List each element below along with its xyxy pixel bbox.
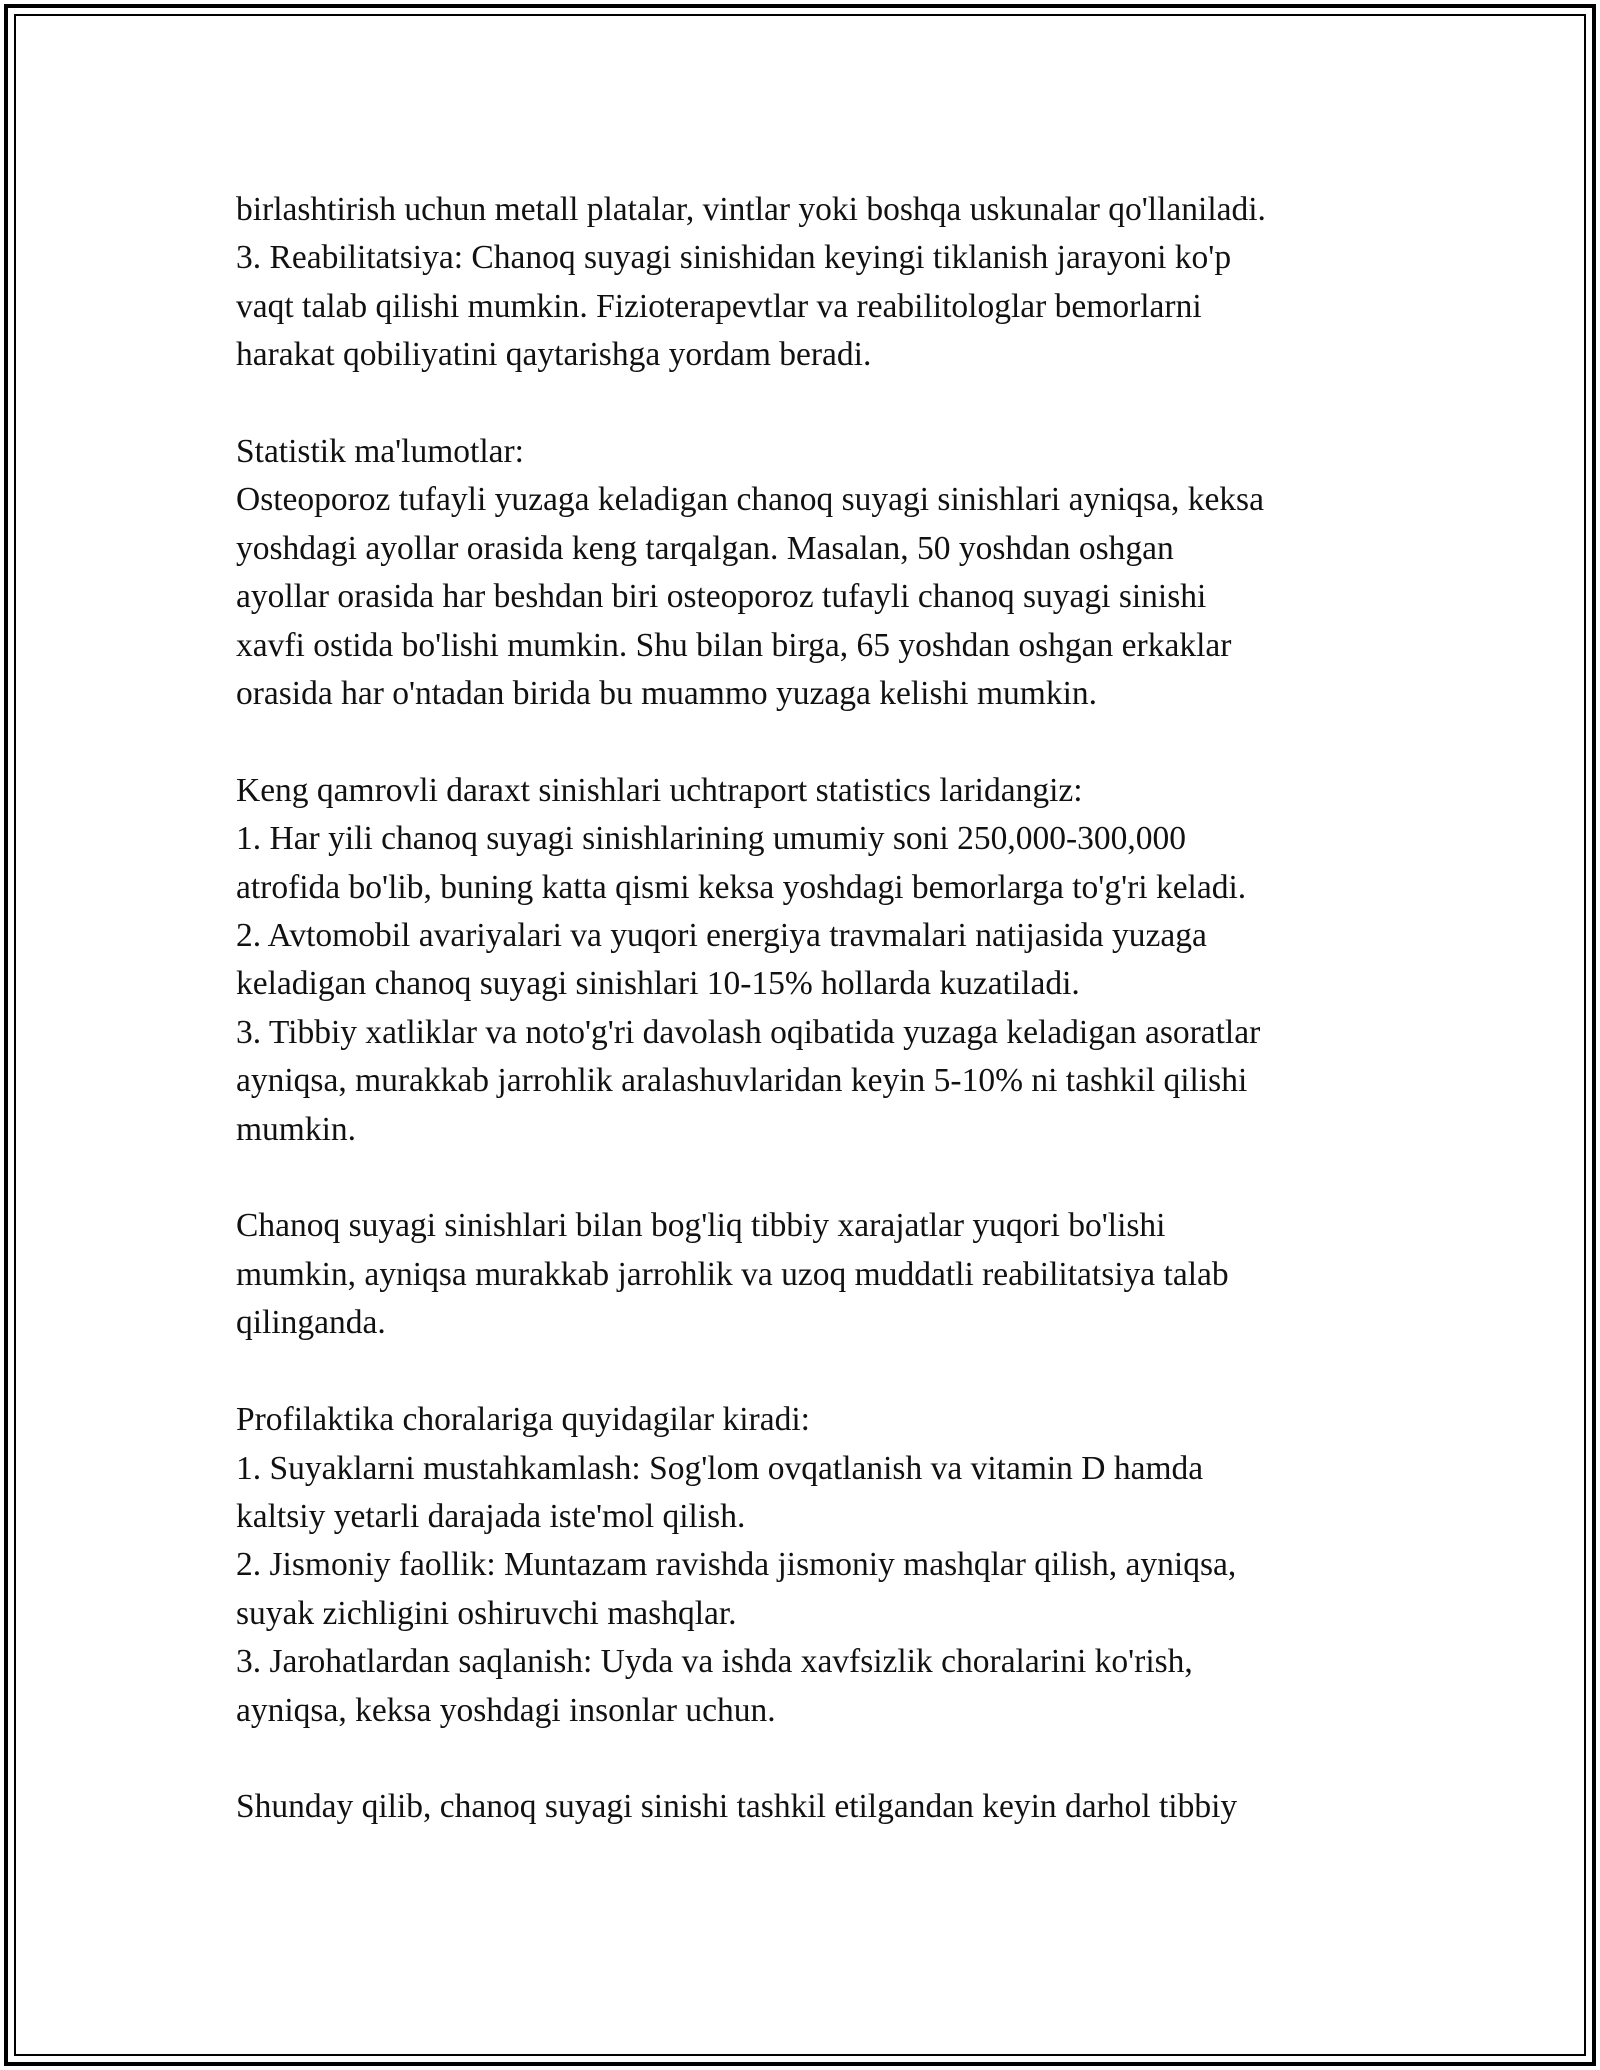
text-line: birlashtirish uchun metall platalar, vintlar yoki boshqa uskunalar qo'llaniladi. xyxy=(236,191,1266,228)
text-line: Keng qamrovli daraxt sinishlari uchtraport statistics laridangiz: xyxy=(236,771,1083,809)
text-line: Statistik ma'lumotlar: xyxy=(236,433,524,471)
paragraph xyxy=(236,1783,1376,1831)
text-line: ayniqsa, keksa yoshdagi insonlar uchun. xyxy=(236,1691,776,1729)
text-line: atrofida bo'lib, buning katta qismi keksa yoshdagi bemorlarga to'g'ri keladi. xyxy=(236,868,1247,906)
text-line: 3. Reabilitatsiya: Chanoq suyagi sinishidan keyingi tiklanish jarayoni ko'p xyxy=(236,239,1232,277)
text-line: mumkin. xyxy=(236,1110,357,1148)
text-line: xavfi ostida bo'lishi mumkin. Shu bilan birga, 65 yoshdan oshgan erkaklar xyxy=(236,626,1232,664)
text-line: ayniqsa, murakkab jarrohlik aralashuvlaridan keyin 5-10% ni tashkil qilishi xyxy=(236,1062,1248,1100)
text-line: Osteoporoz tufayli yuzaga keladigan chanoq suyagi sinishlari ayniqsa, keksa xyxy=(236,481,1264,519)
text-line: ayollar orasida har beshdan biri osteoporoz tufayli chanoq suyagi sinishi xyxy=(236,578,1207,616)
text-line: 2. Avtomobil avariyalari va yuqori energiya travmalari natijasida yuzaga xyxy=(236,917,1207,955)
text-line: 3. Tibbiy xatliklar va noto'g'ri davolash oqibatida yuzaga keladigan asoratlar xyxy=(236,1013,1261,1051)
document-body xyxy=(236,186,1376,1832)
paragraph xyxy=(236,186,1376,380)
text-line: yoshdagi ayollar orasida keng tarqalgan. Masalan, 50 yoshdan oshgan xyxy=(236,529,1174,567)
text-line: 3. Jarohatlardan saqlanish: Uyda va ishda xavfsizlik choralarini ko'rish, xyxy=(236,1643,1193,1681)
text-line: Shunday qilib, chanoq suyagi sinishi tashkil etilgandan keyin darhol tibbiy xyxy=(236,1788,1238,1826)
text-line: 1. Suyaklarni mustahkamlash: Sog'lom ovqatlanish va vitamin D hamda xyxy=(236,1449,1204,1487)
text-line: kaltsiy yetarli darajada iste'mol qilish. xyxy=(236,1497,746,1535)
text-line: keladigan chanoq suyagi sinishlari 10-15% hollarda kuzatiladi. xyxy=(236,965,1080,1003)
paragraph xyxy=(236,1202,1376,1347)
text-line: Chanoq suyagi sinishlari bilan bog'liq tibbiy xarajatlar yuqori bo'lishi xyxy=(236,1207,1166,1245)
text-line: Profilaktika choralariga quyidagilar kiradi: xyxy=(236,1401,810,1439)
text-line: 2. Jismoniy faollik: Muntazam ravishda jismoniy mashqlar qilish, ayniqsa, xyxy=(236,1546,1237,1584)
text-line: harakat qobiliyatini qaytarishga yordam beradi. xyxy=(236,336,872,374)
text-line: qilinganda. xyxy=(236,1304,386,1342)
paragraph xyxy=(236,428,1376,718)
text-line: suyak zichligini oshiruvchi mashqlar. xyxy=(236,1594,737,1632)
text-line: 1. Har yili chanoq suyagi sinishlarining umumiy soni 250,000-300,000 xyxy=(236,820,1187,858)
text-line: vaqt talab qilishi mumkin. Fizioterapevtlar va reabilitologlar bemorlarni xyxy=(236,287,1202,325)
text-line: orasida har o'ntadan birida bu muammo yuzaga kelishi mumkin. xyxy=(236,675,1098,713)
paragraph xyxy=(236,1396,1376,1735)
paragraph xyxy=(236,767,1376,1154)
text-line: mumkin, ayniqsa murakkab jarrohlik va uzoq muddatli reabilitatsiya talab xyxy=(236,1255,1229,1293)
